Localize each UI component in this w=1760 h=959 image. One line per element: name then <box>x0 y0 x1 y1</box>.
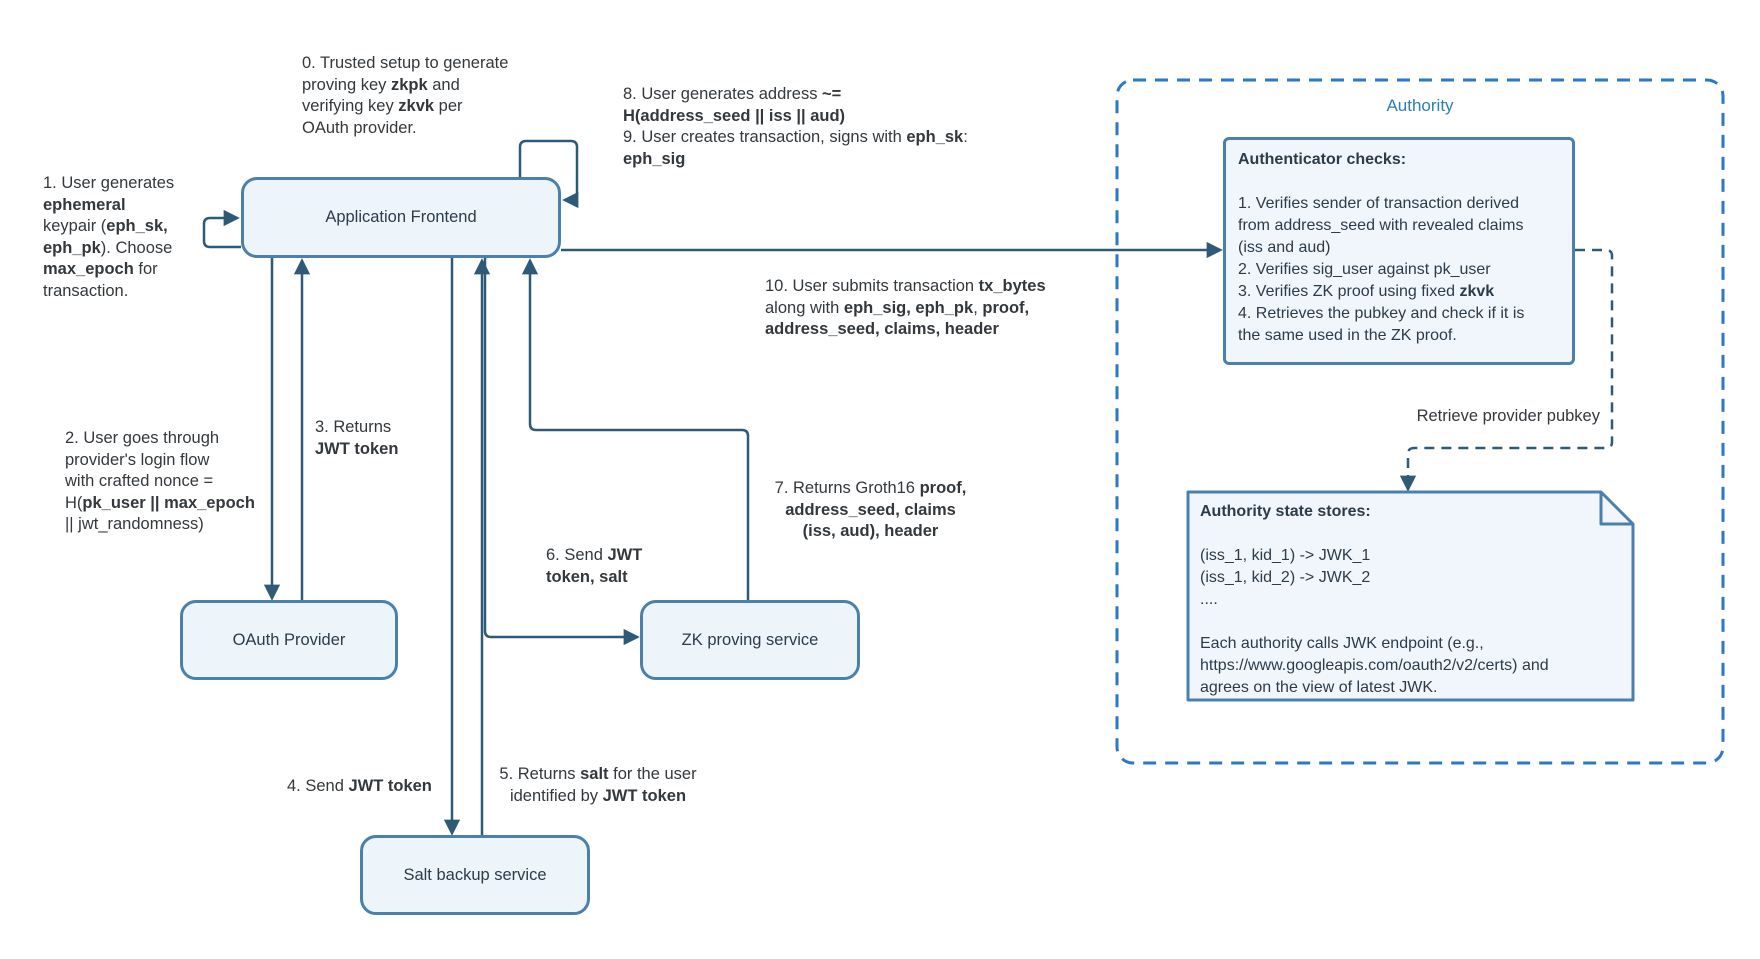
annotation-step2: 2. User goes through provider's login flow with crafted nonce = H(pk_user || max_epoch || jwt_randomness) <box>65 429 255 533</box>
annotation-step4: 4. Send JWT token <box>287 777 432 795</box>
annotation-step7: 7. Returns Groth16 proof, address_seed, claims (iss, aud), header <box>774 479 967 540</box>
annotation-step6: 6. Send JWT token, salt <box>546 546 643 586</box>
node-zk-proving-service: ZK proving service <box>640 600 860 680</box>
retrieve-provider-pubkey-label: Retrieve provider pubkey <box>1416 407 1600 425</box>
annotation-step8-9: 8. User generates address ~= H(address_seed || iss || aud) 9. User creates transaction, signs with eph_sk: eph_sig <box>623 85 968 168</box>
annotation-step10: 10. User submits transaction tx_bytes along with eph_sig, eph_pk, proof, address_seed, claims, header <box>765 277 1046 338</box>
annotation-step0: 0. Trusted setup to generate proving key zkpk and verifying key zkvk per OAuth provider. <box>302 54 509 137</box>
authenticator-checks-box: Authenticator checks: 1. Verifies sender of transaction derived from address_seed with revealed claims (iss and aud) 2. Verifies sig_user against pk_user 3. Verifies ZK proof using fixed zkvk 4. Retrieves the pubkey and check if it is the same used in the ZK proof. <box>1223 137 1575 365</box>
annotation-step3: 3. Returns JWT token <box>315 418 399 458</box>
node-oauth-provider: OAuth Provider <box>180 600 398 680</box>
authority-state-stores-note: Authority state stores: (iss_1, kid_1) -> JWK_1 (iss_1, kid_2) -> JWK_2 .... Each authority calls JWK endpoint (e.g., https://www.googleapis.com/oauth2/v2/certs) and agrees on the view of latest JWK. <box>1200 503 1549 696</box>
edge-keypair-self-loop <box>204 218 241 247</box>
authority-label: Authority <box>1386 96 1454 115</box>
node-salt-backup-service: Salt backup service <box>360 835 590 915</box>
node-application-frontend: Application Frontend <box>241 177 561 258</box>
annotation-step1: 1. User generates ephemeral keypair (eph_sk, eph_pk). Choose max_epoch for transaction. <box>43 174 175 300</box>
annotation-step5: 5. Returns salt for the user identified by JWT token <box>499 765 697 805</box>
